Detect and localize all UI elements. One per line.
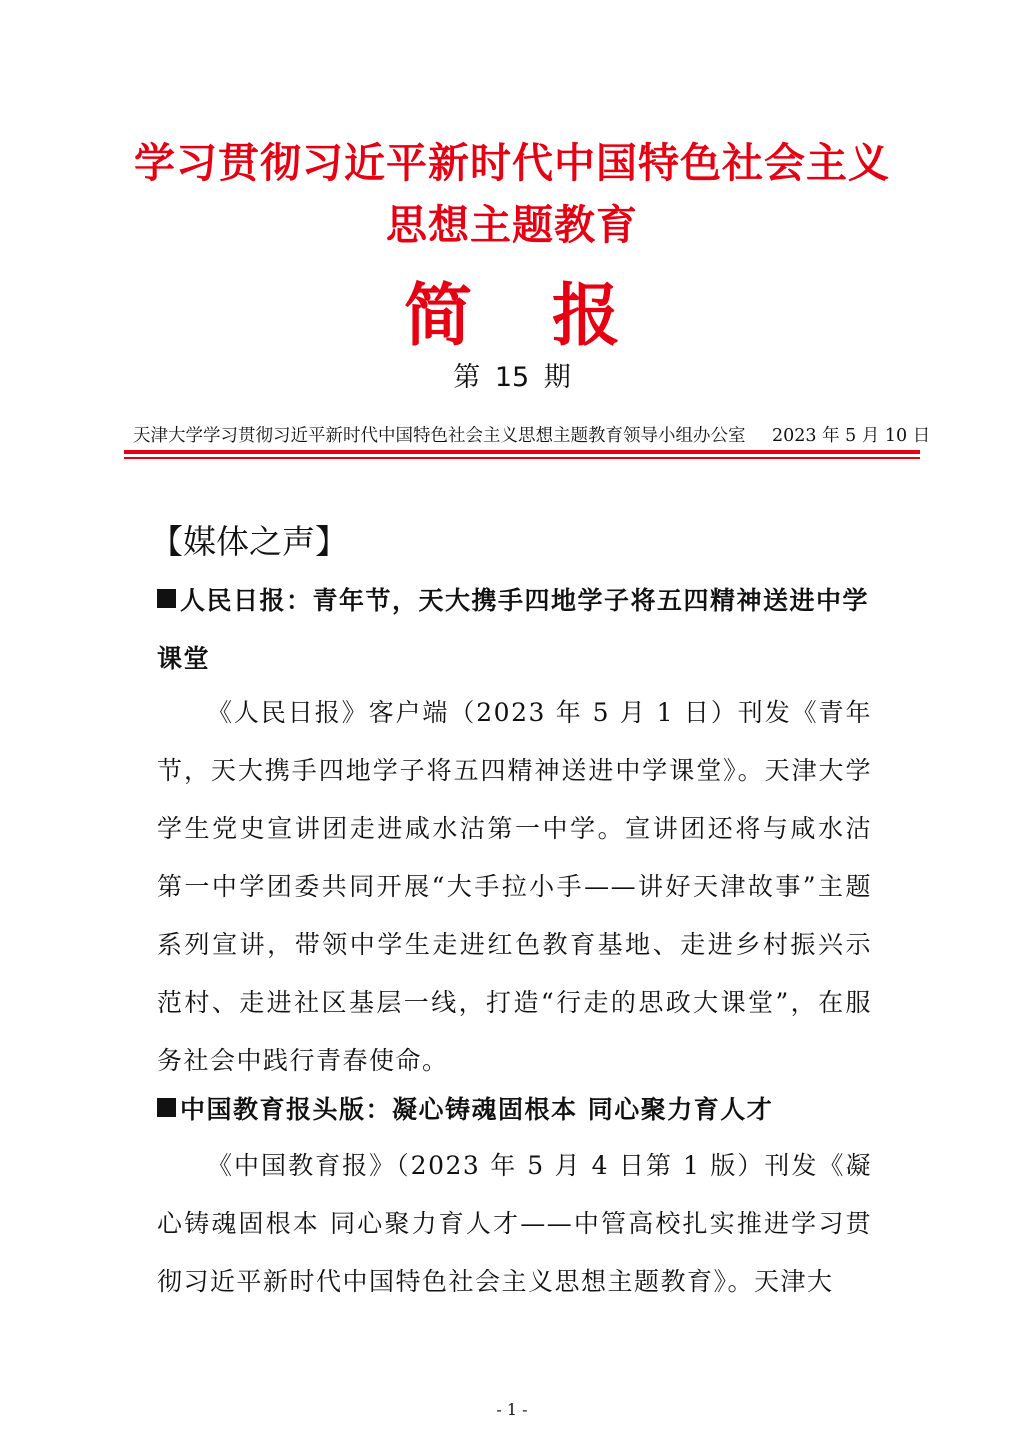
news-item-heading-text: 人民日报：青年节，天大携手四地学子将五四精神送进中学课堂: [157, 586, 870, 673]
issue-number: 第 15 期: [453, 362, 571, 393]
news-item-body: 《中国教育报》（2023 年 5 月 4 日第 1 版）刊发《凝心铸魂固根本 同心聚力育人才——中管高校扎实推进学习贯彻习近平新时代中国特色社会主义思想主题教育》。天津大: [157, 1151, 872, 1296]
header-divider-thin: [124, 457, 920, 459]
news-item-heading: [157, 572, 872, 688]
section-heading: 【媒体之声】: [150, 522, 348, 561]
title-line-1: 学习贯彻习近平新时代中国特色社会主义: [134, 139, 890, 187]
issue-date: 2023 年 5 月 10 日: [772, 426, 931, 446]
news-item-body: 《人民日报》客户端（2023 年 5 月 1 日）刊发《青年节，天大携手四地学子将五四精神送进中学课堂》。天津大学学生党史宣讲团走进咸水沽第一中学。宣讲团还将与咸水沽第一中学团委共同开展“大手拉小手——讲好天津故事”主题系列宣讲，带领中学生走进红色教育基地、走进乡村振兴示范村、走进社区基层一线，打造“行走的思政大课堂”，在服务社会中践行青春使命。: [157, 698, 872, 1075]
brief-title: 简报: [403, 276, 700, 356]
square-bullet-icon: [157, 1098, 176, 1117]
news-item-heading: [157, 1081, 872, 1139]
issuer-office: 天津大学学习贯彻习近平新时代中国特色社会主义思想主题教育领导小组办公室: [133, 426, 746, 446]
news-item-heading-text: 中国教育报头版：凝心铸魂固根本 同心聚力育人才: [180, 1095, 774, 1124]
title-line-2: 思想主题教育: [386, 201, 638, 249]
page-number: - 1 -: [496, 1400, 528, 1419]
square-bullet-icon: [157, 589, 176, 608]
header-divider-thick: [124, 450, 920, 454]
